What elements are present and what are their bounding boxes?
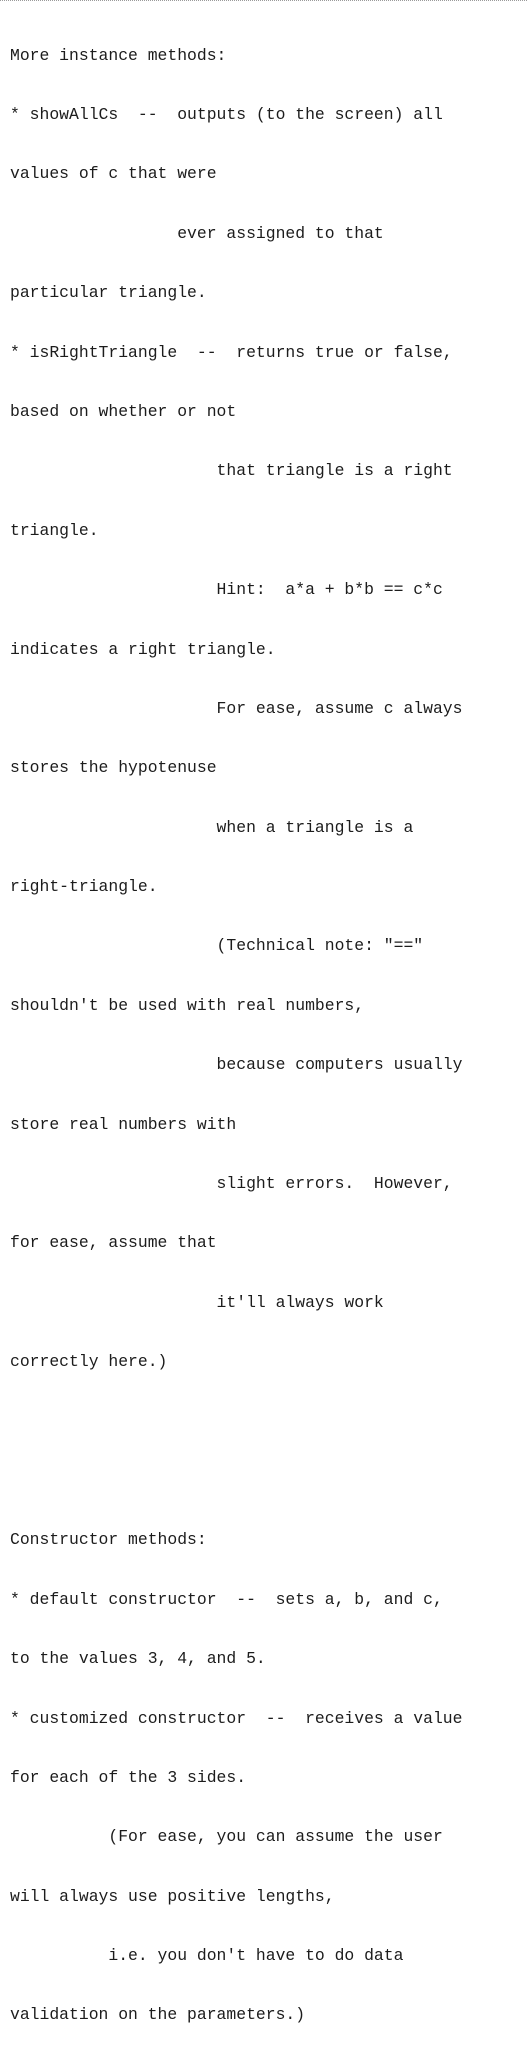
doc-line: for ease, assume that (10, 1233, 217, 1253)
doc-line: particular triangle. (10, 283, 207, 303)
doc-line (10, 1471, 522, 1491)
doc-line: right-triangle. (10, 877, 158, 897)
doc-line: values of c that were (10, 164, 217, 184)
doc-line: * customized constructor -- receives a value (10, 1708, 463, 1728)
doc-line: to the values 3, 4, and 5. (10, 1649, 266, 1669)
doc-line: * showAllCs -- outputs (to the screen) all (10, 104, 443, 124)
doc-line: it'll always work (10, 1292, 384, 1312)
doc-line: i.e. you don't have to do data (10, 1946, 404, 1966)
doc-line: slight errors. However, (10, 1174, 453, 1194)
doc-line: based on whether or not (10, 401, 237, 421)
document-text (10, 6, 522, 2045)
doc-line: triangle. (10, 520, 99, 540)
doc-line: Constructor methods: (10, 1530, 207, 1550)
doc-line (10, 1412, 522, 1432)
doc-line: * default constructor -- sets a, b, and c, (10, 1589, 443, 1609)
doc-line: For ease, assume c always (10, 698, 463, 718)
doc-line: (Technical note: "==" (10, 936, 424, 956)
doc-line: More instance methods: (10, 45, 227, 65)
doc-line: validation on the parameters.) (10, 2005, 306, 2025)
doc-line: because computers usually (10, 1055, 463, 1075)
doc-line: for each of the 3 sides. (10, 1767, 247, 1787)
doc-line: will always use positive lengths, (10, 1886, 335, 1906)
doc-line: that triangle is a right (10, 461, 453, 481)
top-border-rule (0, 0, 527, 2)
doc-line: correctly here.) (10, 1352, 168, 1372)
doc-line: ever assigned to that (10, 223, 384, 243)
doc-line: when a triangle is a (10, 817, 414, 837)
doc-line: (For ease, you can assume the user (10, 1827, 443, 1847)
doc-line: * isRightTriangle -- returns true or false, (10, 342, 453, 362)
doc-line: shouldn't be used with real numbers, (10, 995, 365, 1015)
doc-line: stores the hypotenuse (10, 758, 217, 778)
doc-line: store real numbers with (10, 1114, 237, 1134)
doc-line: indicates a right triangle. (10, 639, 276, 659)
doc-line: Hint: a*a + b*b == c*c (10, 580, 443, 600)
